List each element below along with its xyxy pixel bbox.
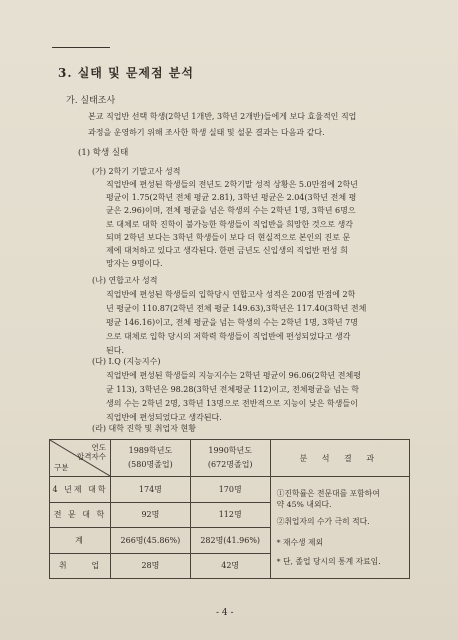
ga-line: 직업반에 편성된 학생들의 전년도 2학기말 성적 상황은 5.0만점에 2학년 [106,180,358,189]
note-line: ①진학률은 전문대를 포함하여 [276,489,380,498]
table-row [50,477,410,503]
corner-count-label: 합격자수 [77,452,106,461]
ga-line: 로 대체로 대학 진학이 불가능한 학생들이 직업반을 희망한 것으로 생각 [106,219,353,229]
col-1989-grads: (580명졸업) [128,460,173,469]
cell-1990: 170명 [190,477,270,503]
table-corner-cell [50,440,111,477]
na-line: 평균 146.16)이고, 전체 평균을 넘는 학생의 수는 2학년 1명, 3학년 7명 [106,318,359,327]
analysis-notes [270,477,409,579]
ga-heading: (가) 2학기 기말고사 성적 [92,167,181,176]
da-line: 균 113), 3학년은 98.28(3학년 전체평균 112)이고, 전체평균을 넘는 학 [106,385,359,394]
intro-paragraph [88,109,356,141]
na-line: 된다. [106,346,124,355]
corner-year-label: 연도 [91,443,106,452]
da-paragraph [106,369,361,425]
ga-line: 평균이 1.75(2학년 전체 평균 2.81), 3학년 평균은 2.04(3학년 전체 평 [106,193,357,203]
corner-category-label: 구분 [54,463,69,472]
col-1989-year: 1989학년도 [128,446,173,455]
note-line: * 단, 졸업 당시의 통계 자료임. [276,557,381,566]
intro-line: 본교 직업반 선택 학생(2학년 1개반, 3학년 2개반)들에게 보다 효율적인 직업 [88,112,357,121]
cell-1989: 92명 [111,502,191,528]
da-line: 직업반에 편성되었다고 생각된다. [106,413,222,422]
cell-1990: 282명(41.96%) [190,528,270,554]
corner-header-top [77,443,106,461]
cell-1989: 174명 [111,477,191,503]
col-1989-header [111,440,191,477]
remark-header: 분 석 결 과 [270,440,409,477]
col-1990-header [190,440,270,477]
da-heading: (다) I.Q (지능지수) [92,357,161,366]
cell-1989: 266명(45.86%) [111,528,191,554]
ga-line: 되며 2학년 보다는 3학년 학생들이 보다 더 현실적으로 본인의 진로 문 [106,232,351,242]
admission-employment-table [49,439,410,579]
row-label: 전 문 대 학 [50,502,111,528]
na-heading: (나) 연합고사 성적 [92,276,158,285]
cell-1990: 42명 [190,553,270,579]
da-line: 생의 수는 2학년 2명, 3학년 13명으로 전반적으로 지능이 낮은 학생들이 [106,399,358,408]
section-title: 3. 실태 및 문제점 분석 [58,66,194,80]
col-1990-grads: (672명졸업) [207,460,253,469]
cell-1990: 112명 [190,502,270,528]
cell-1989: 28명 [111,553,191,579]
note-line: * 재수생 제외 [276,538,324,547]
na-paragraph [106,288,366,358]
ga-paragraph [106,178,358,270]
ga-line: 제에 대처하고 있다고 생각된다. 한편 금년도 신입생의 직업반 편성 희 [106,246,348,256]
ga-line: 균은 2.96)이며, 전체 평균을 넘은 학생의 수는 2학년 1명, 3학년 6명으 [106,206,356,216]
sub-heading: 가. 실태조사 [66,96,116,106]
item1-heading: (1) 학생 실태 [78,148,129,158]
na-line: 으로 대체로 입학 당시의 저학력 학생들이 직업반에 편성되었다고 생각 [106,332,351,341]
na-line: 년 평균이 110.87(2학년 전체 평균 149.63),3학년은 117.40(3학년 전체 [106,304,367,313]
row-label: 4 년제 대학 [50,477,111,503]
note-line: ②취업자의 수가 극히 적다. [276,517,370,526]
da-line: 직업반에 편성된 학생들의 지능지수는 2학년 평균이 96.06(2학년 전체평 [106,371,361,380]
page-number: - 4 - [216,608,234,618]
ga-line: 망자는 9명이다. [106,259,163,269]
na-line: 직업반에 편성된 학생들의 입학당시 연합고사 성적은 200점 만점에 2학 [106,290,356,299]
row-label: 취 업 [50,553,111,579]
col-1990-year: 1990학년도 [208,446,252,455]
row-label: 계 [50,528,111,554]
table-header-row [50,440,410,477]
intro-line: 과정을 운영하기 위해 조사한 학생 실태 및 설문 결과는 다음과 같다. [88,128,325,137]
header-rule [52,47,110,48]
ra-heading: (라) 대학 진학 및 취업자 현황 [92,424,196,433]
note-line: 약 45% 내외다. [276,500,332,509]
